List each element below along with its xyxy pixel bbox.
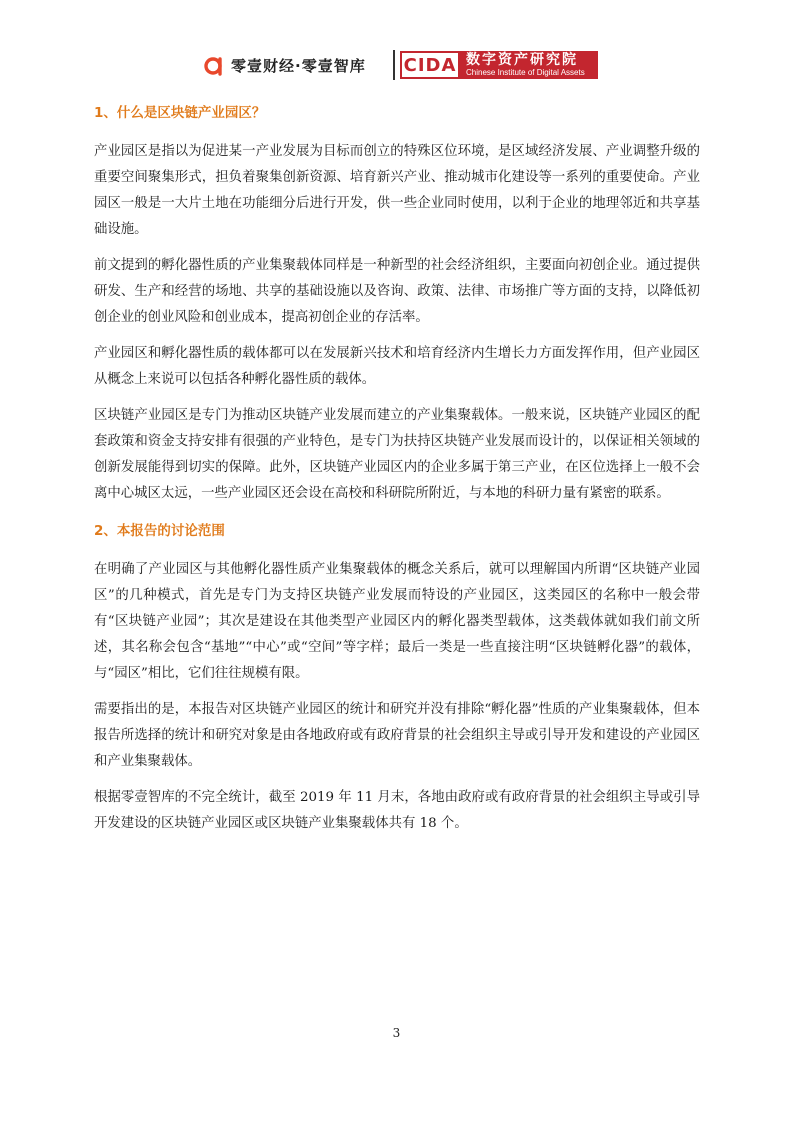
paragraph: 产业园区是指以为促进某一产业发展为目标而创立的特殊区位环境，是区域经济发展、产业调整升级的重要空间聚集形式，担负着聚集创新资源、培育新兴产业、推动城市化建设等一系列的重要使命。产业园区一般是一大片土地在功能细分后进行开发，供一些企业同时使用，以利于企业的地理邻近和共享基础设施。 bbox=[94, 144, 700, 237]
brand-left bbox=[203, 52, 366, 78]
lingyi-logo-icon bbox=[203, 54, 225, 76]
section-what-is-park bbox=[94, 103, 700, 507]
document-body bbox=[94, 103, 700, 847]
page-header bbox=[0, 46, 793, 84]
paragraph: 区块链产业园区是专门为推动区块链产业发展而建立的产业集聚载体。一般来说，区块链产业园区的配套政策和资金支持安排有很强的产业特色，是专门为扶持区块链产业发展而设计的，以保证相关领域的创新发展能得到切实的保障。此外，区块链产业园区内的企业多属于第三产业，在区位选择上一般不会离中心城区太远，一些产业园区还会设在高校和科研院所附近，与本地的科研力量有紧密的联系。 bbox=[94, 408, 700, 501]
header-divider bbox=[393, 50, 395, 80]
page-number: 3 bbox=[392, 1026, 401, 1040]
section-report-scope bbox=[94, 521, 700, 837]
paragraph: 产业园区和孵化器性质的载体都可以在发展新兴技术和培育经济内生增长力方面发挥作用，但产业园区从概念上来说可以包括各种孵化器性质的载体。 bbox=[94, 346, 700, 387]
cida-name-block bbox=[460, 51, 598, 79]
paragraph: 根据零壹智库的不完全统计，截至 2019 年 11 月末，各地由政府或有政府背景的社会组织主导或引导开发建设的区块链产业园区或区块链产业集聚载体共有 18 个。 bbox=[94, 790, 700, 831]
cida-logo-mark: CIDA bbox=[400, 51, 460, 79]
section-title: 1、什么是区块链产业园区？ bbox=[94, 105, 266, 121]
brand-left-text: 零壹财经·零壹智库 bbox=[231, 56, 366, 75]
cida-name-en: Chinese Institute of Digital Assets bbox=[466, 68, 585, 77]
paragraph: 需要指出的是，本报告对区块链产业园区的统计和研究并没有排除“孵化器”性质的产业集聚载体，但本报告所选择的统计和研究对象是由各地政府或有政府背景的社会组织主导或引导开发和建设的产业园区和产业集聚载体。 bbox=[94, 702, 700, 769]
cida-logo bbox=[400, 51, 598, 79]
section-title: 2、本报告的讨论范围 bbox=[94, 523, 225, 539]
paragraph: 前文提到的孵化器性质的产业集聚载体同样是一种新型的社会经济组织，主要面向初创企业。通过提供研发、生产和经营的场地、共享的基础设施以及咨询、政策、法律、市场推广等方面的支持，以降低初创企业的创业风险和创业成本，提高初创企业的存活率。 bbox=[94, 258, 700, 325]
cida-name-cn: 数字资产研究院 bbox=[466, 52, 578, 68]
paragraph: 在明确了产业园区与其他孵化器性质产业集聚载体的概念关系后，就可以理解国内所谓“区块链产业园区”的几种模式，首先是专门为支持区块链产业发展而特设的产业园区，这类园区的名称中一般会带有“区块链产业园”；其次是建设在其他类型产业园区内的孵化器类型载体，这类载体就如我们前文所述，其名称会包含“基地”“中心”或“空间”等字样；最后一类是一些直接注明“区块链孵化器”的载体，与“园区”相比，它们往往规模有限。 bbox=[94, 562, 700, 681]
